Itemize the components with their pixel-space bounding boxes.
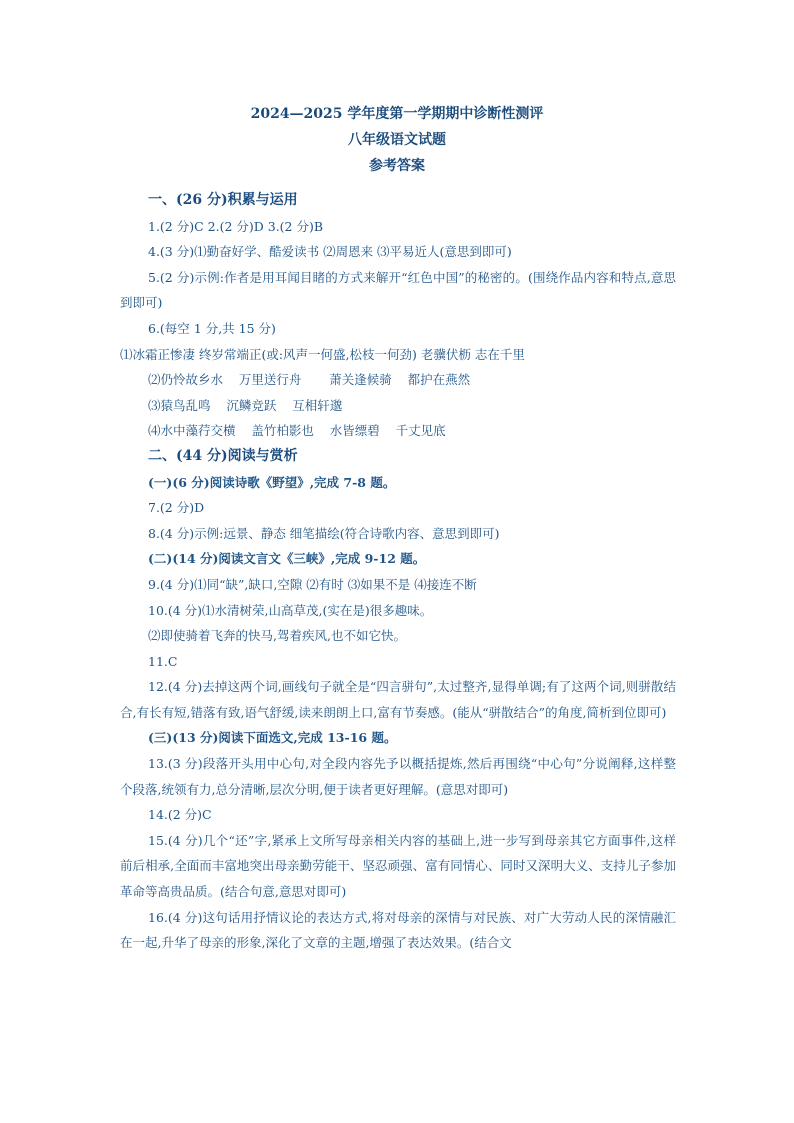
part-heading: (三)(13 分)阅读下面选文,完成 13-16 题。	[148, 730, 397, 746]
answer-paragraph: 4.(3 分)⑴勤奋好学、酷爱读书 ⑵周恩来 ⑶平易近人(意思到即可)	[148, 244, 512, 260]
answer-paragraph: 9.(4 分)⑴同“缺”,缺口,空隙 ⑵有时 ⑶如果不是 ⑷接连不断	[148, 576, 477, 592]
exam-title: 2024—2025 学年度第一学期期中诊断性测评	[250, 106, 544, 122]
answer-paragraph: 13.(3 分)段落开头用中心句,对全段内容先予以概括提炼,然后再围绕“中心句”分说阐释,这样整个段落,统领有力,总分清晰,层次分明,便于读者更好理解。(意思对即可)	[120, 756, 676, 797]
answer-line: ⑷水中藻荇交横 盖竹柏影也 水皆缥碧 千丈见底	[148, 423, 446, 439]
answer-line: ⑴冰霜正惨凄 终岁常端正(或:风声一何盛,松枝一何劲) 老骥伏枥 志在千里	[120, 346, 525, 362]
answer-paragraph: 15.(4 分)几个“还”字,紧承上文所写母亲相关内容的基础上,进一步写到母亲其它方面事件,这样前后相承,全面而丰富地突出母亲勤劳能干、坚忍顽强、富有同情心、同时又深明大义、支持儿子参加革命等高贵品质。(结合句意,意思对即可)	[120, 832, 676, 900]
answer-paragraph: 1.(2 分)C 2.(2 分)D 3.(2 分)B	[148, 218, 324, 234]
answer-line: ⑵即使骑着飞奔的快马,驾着疾风,也不如它快。	[148, 628, 406, 644]
answer-paragraph: 5.(2 分)示例:作者是用耳闻目睹的方式来解开“红色中国”的秘密的。(围绕作品内容和特点,意思到即可)	[120, 269, 676, 311]
part-heading: (一)(6 分)阅读诗歌《野望》,完成 7-8 题。	[148, 474, 396, 490]
exam-subtitle: 八年级语文试题	[348, 132, 446, 148]
title-block	[0, 101, 794, 179]
answer-line: ⑵仍怜故乡水 万里送行舟 萧关逢候骑 都护在燕然	[148, 372, 471, 388]
answer-paragraph: 12.(4 分)去掉这两个词,画线句子就全是“四言骈句”,太过整齐,显得单调;有了这两个词,则骈散结合,有长有短,错落有致,语气舒缓,读来朗朗上口,富有节奏感。(能从“骈散结合”的角度,简析到位即可)	[120, 679, 676, 720]
answer-paragraph: 8.(4 分)示例:远景、静态 细笔描绘(符合诗歌内容、意思到即可)	[148, 525, 500, 541]
answer-paragraph: 11.C	[148, 653, 178, 669]
answer-paragraph: 16.(4 分)这句话用抒情议论的表达方式,将对母亲的深情与对民族、对广大劳动人民的深情融汇在一起,升华了母亲的形象,深化了文章的主题,增强了表达效果。(结合文	[120, 909, 676, 951]
section-heading: 二、(44 分)阅读与赏析	[148, 447, 298, 464]
section-heading: 一、(26 分)积累与运用	[148, 192, 298, 208]
answer-heading: 参考答案	[369, 158, 425, 174]
answer-content	[120, 188, 676, 956]
answer-paragraph: 10.(4 分)⑴水清树荣,山高草茂,(实在是)很多趣味。	[148, 602, 433, 618]
answer-line: ⑶猿鸟乱鸣 沉鳞竞跃 互相轩邈	[148, 397, 343, 413]
part-heading: (二)(14 分)阅读文言文《三峡》,完成 9-12 题。	[148, 551, 426, 567]
answer-paragraph: 14.(2 分)C	[148, 807, 212, 823]
answer-paragraph: 6.(每空 1 分,共 15 分)	[148, 320, 276, 336]
answer-paragraph: 7.(2 分)D	[148, 500, 205, 516]
